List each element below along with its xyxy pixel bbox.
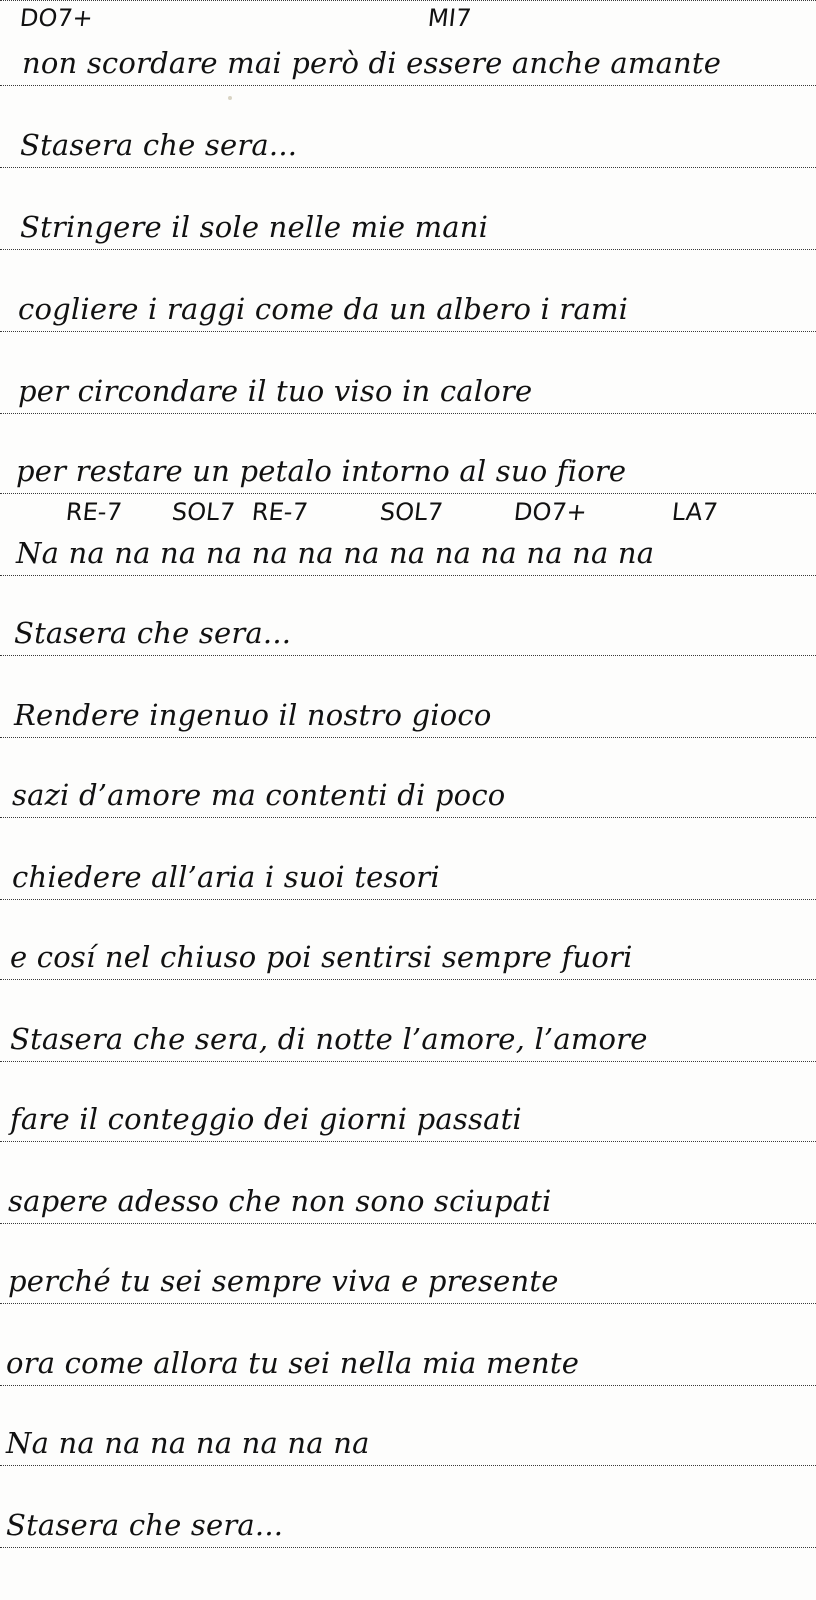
lyric-text: sazi d’amore ma contenti di poco xyxy=(12,778,506,812)
lyric-line xyxy=(0,980,816,1062)
lyric-line xyxy=(0,1060,816,1142)
lyric-text: per restare un petalo intorno al suo fiore xyxy=(16,454,627,488)
lyric-text: sapere adesso che non sono sciupati xyxy=(8,1184,552,1218)
lyric-text: ora come allora tu sei nella mia mente xyxy=(6,1346,580,1380)
lyric-text: Stringere il sole nelle mie mani xyxy=(20,210,489,244)
chord-la7: LA7 xyxy=(670,498,720,526)
lyric-line xyxy=(0,168,816,250)
lyric-line xyxy=(0,1222,816,1304)
dotted-rule xyxy=(0,1547,816,1548)
lyric-text: non scordare mai però di essere anche amante xyxy=(22,46,722,80)
lyric-line xyxy=(0,4,816,86)
lyric-text: Rendere ingenuo il nostro gioco xyxy=(14,698,492,732)
lyric-line xyxy=(0,494,816,576)
lyric-line xyxy=(0,898,816,980)
chord-re-7: RE-7 xyxy=(250,498,310,526)
chord-re-7: RE-7 xyxy=(64,498,124,526)
lyric-text: perché tu sei sempre viva e presente xyxy=(8,1264,559,1298)
lyric-text: Stasera che sera... xyxy=(14,616,292,650)
lyric-line xyxy=(0,1466,816,1548)
lyric-line xyxy=(0,1304,816,1386)
lyric-line xyxy=(0,332,816,414)
chord-do7plus: DO7+ xyxy=(18,4,95,32)
top-dotted-rule xyxy=(0,0,816,1)
lyric-line xyxy=(0,818,816,900)
lyric-text: cogliere i raggi come da un albero i rami xyxy=(18,292,629,326)
chord-mi7: MI7 xyxy=(426,4,473,32)
lyric-text: per circondare il tuo viso in calore xyxy=(18,374,533,408)
chord-sol7: SOL7 xyxy=(170,498,237,526)
lyric-text: Na na na na na na na na na na na na na na xyxy=(16,536,655,570)
lyric-line xyxy=(0,412,816,494)
lyric-text: chiedere all’aria i suoi tesori xyxy=(12,860,440,894)
lyric-line xyxy=(0,250,816,332)
lyric-text: Stasera che sera... xyxy=(20,128,298,162)
lyric-line xyxy=(0,656,816,738)
lyric-text: e cosí nel chiuso poi sentirsi sempre fuori xyxy=(10,940,633,974)
lyric-line xyxy=(0,1142,816,1224)
lyric-text: fare il conteggio dei giorni passati xyxy=(10,1102,522,1136)
lyric-text: Stasera che sera, di notte l’amore, l’amore xyxy=(10,1022,648,1056)
chord-do7plus: DO7+ xyxy=(512,498,589,526)
lyric-line xyxy=(0,736,816,818)
lyric-line xyxy=(0,1384,816,1466)
lyric-line xyxy=(0,86,816,168)
lyric-text: Stasera che sera... xyxy=(6,1508,284,1542)
chord-sol7: SOL7 xyxy=(378,498,445,526)
lyric-text: Na na na na na na na na xyxy=(6,1426,370,1460)
lyric-line xyxy=(0,574,816,656)
